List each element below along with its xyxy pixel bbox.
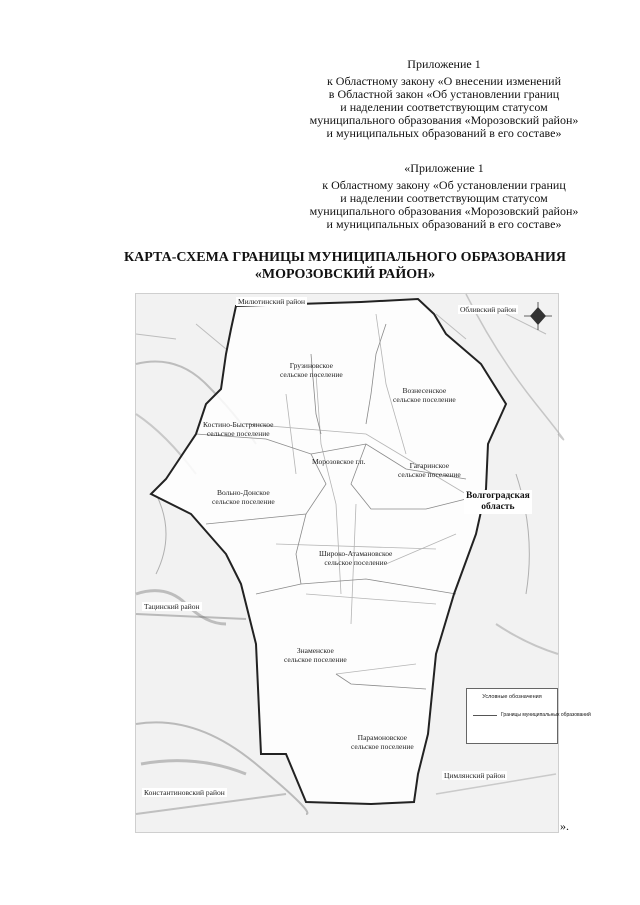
annex-amending-heading: Приложение 1 <box>407 57 481 71</box>
annex-original-block <box>282 162 606 231</box>
settlement-name: Грузиновское <box>289 361 333 370</box>
annex-amending-line: к Областному закону «О внесении изменений <box>326 74 562 88</box>
settlement-type: сельское поселение <box>280 369 343 379</box>
region-type: область <box>481 502 515 512</box>
label-oblivsky-district: Обливский район <box>460 305 517 314</box>
region-name: Волгоградская <box>466 491 530 501</box>
settlement-type: сельское поселение <box>212 496 275 506</box>
label-volgograd-oblast <box>464 490 532 514</box>
settlement-name: Морозовское г.п. <box>312 457 366 466</box>
settlement-name: Гагаринское <box>409 461 450 470</box>
closing-quote-mark: ». <box>560 819 569 833</box>
settlement-name: Широко-Атамановское <box>319 549 393 558</box>
label-kostino-bystryanskoe <box>203 421 273 438</box>
settlement-type: сельское поселение <box>284 654 347 664</box>
label-voznesenskoe <box>393 387 456 404</box>
settlement-type: сельское поселение <box>393 394 456 404</box>
annex-original-line: муниципального образования «Морозовский район» <box>309 204 579 218</box>
label-gagarinskoe <box>398 462 461 479</box>
label-gruzinovskoe <box>280 362 343 379</box>
label-shiroko-atamanovskoe <box>319 550 392 567</box>
label-znamenskoe <box>284 647 347 664</box>
label-konstantinovsky-district: Константиновский район <box>144 788 225 797</box>
annex-amending-line: и муниципальных образований в его составе» <box>326 126 562 140</box>
settlement-name: Знаменское <box>296 646 334 655</box>
settlement-name: Вольно-Донское <box>216 488 270 497</box>
annex-original-line: и муниципальных образований в его составе» <box>326 217 562 231</box>
settlement-type: сельское поселение <box>206 428 270 438</box>
label-paramonovskoe <box>351 734 414 751</box>
label-milyutinsky-district: Милютинский район <box>238 297 305 306</box>
legend-item-label: Границы муниципальных образований <box>501 712 591 718</box>
title-line-1: КАРТА-СХЕМА ГРАНИЦЫ МУНИЦИПАЛЬНОГО ОБРАЗОВАНИЯ <box>124 250 566 265</box>
annex-original-heading: «Приложение 1 <box>404 161 484 175</box>
settlement-type: сельское поселение <box>351 741 414 751</box>
title-line-2: «МОРОЗОВСКИЙ РАЙОН» <box>254 267 436 282</box>
settlement-name: Парамоновское <box>357 733 408 742</box>
label-volno-donskoe <box>212 489 275 506</box>
settlement-type: сельское поселение <box>398 469 461 479</box>
boundary-line-symbol-icon <box>473 715 497 716</box>
settlement-name: Вознесенское <box>402 386 447 395</box>
label-morozovskoe <box>312 458 366 467</box>
label-tsimlyansky-district: Цимлянский район <box>444 771 506 780</box>
document-title <box>100 249 590 283</box>
settlement-type: сельское поселение <box>324 557 388 567</box>
label-tatsinsky-district: Тацинский район <box>144 602 200 611</box>
district-map <box>135 293 591 833</box>
legend-title: Условные обозначения <box>482 694 542 700</box>
annex-original-line: к Областному закону «Об установлении границ <box>322 178 566 192</box>
annex-original-line: и наделении соответствующим статусом <box>340 191 548 205</box>
annex-amending-block <box>282 58 606 140</box>
settlement-name: Костино-Быстрянское <box>203 420 274 429</box>
annex-amending-line: в Областной закон «Об установлении границ <box>328 87 560 101</box>
annex-amending-line: муниципального образования «Морозовский район» <box>309 113 579 127</box>
map-legend <box>466 688 591 744</box>
annex-amending-line: и наделении соответствующим статусом <box>340 100 548 114</box>
